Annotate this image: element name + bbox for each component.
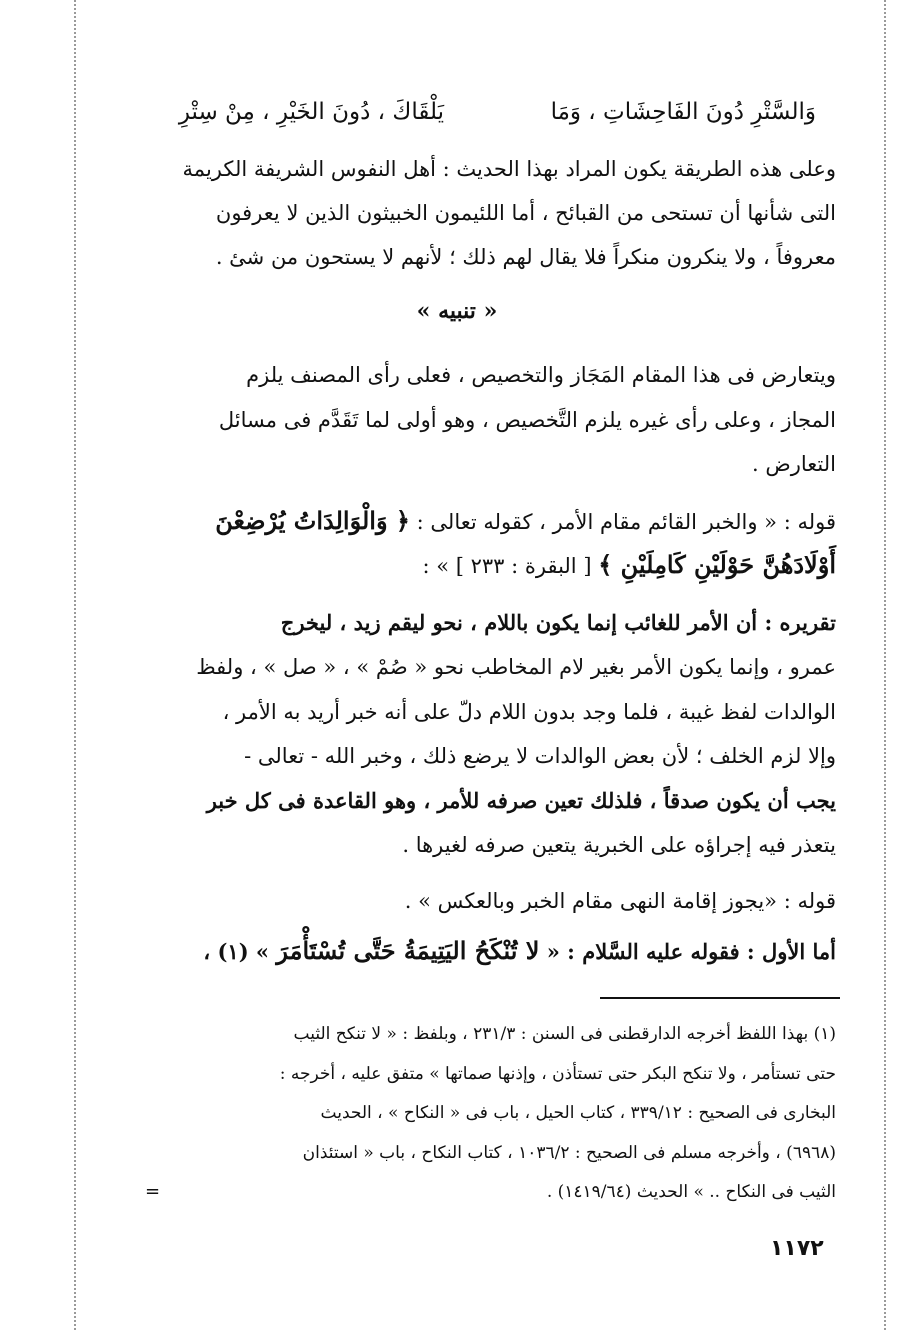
paragraph-4-line-5: يجب أن يكون صدقاً ، فلذلك تعين صرفه للأمر ، وهو القاعدة فى كل خبر — [206, 788, 836, 813]
footnote-separator — [600, 997, 840, 999]
page-number: ١١٧٢ — [770, 1236, 824, 1261]
paragraph-2-line-1: ويتعارض فى هذا المقام المَجَاز والتخصيص ، فعلى رأى المصنف يلزم — [246, 363, 836, 387]
paragraph-4-line-1: تقريره : أن الأمر للغائب إنما يكون باللام ، نحو ليقم زيد ، ليخرج — [280, 610, 836, 635]
paragraph-5: قوله : «يجوز إقامة النهى مقام الخبر وبالعكس » . — [404, 889, 836, 913]
footnote-line-4: (٦٩٦٨) ، وأخرجه مسلم فى الصحيح : ١٠٣٦/٢ ، كتاب النكاح ، باب « استئذان — [302, 1143, 836, 1163]
paragraph-3-line-1 — [124, 506, 836, 537]
paragraph-2-line-2: المجاز ، وعلى رأى غيره يلزم التَّخصيص ، وهو أولى لما تَقَدَّم فى مسائل — [218, 408, 836, 432]
paragraph-3-line-2 — [124, 550, 836, 581]
verse-reference: [ البقرة : ٢٣٣ ] » : — [422, 554, 592, 578]
right-margin-dotted-line — [884, 0, 886, 1330]
paragraph-1-line-3: معروفاً ، ولا ينكرون منكراً فلا يقال لهم ذلك ؛ لأنهم لا يستحون من شئ . — [215, 245, 836, 269]
quran-verse-part-2: أَوْلَادَهُنَّ حَوْلَيْنِ كَامِلَيْنِ ﴾ — [598, 550, 836, 579]
paragraph-4-line-4: وإلا لزم الخلف ؛ لأن بعض الوالدات لا يرضع ذلك ، وخبر الله - تعالى - — [244, 744, 836, 768]
paragraph-1-line-1: وعلى هذه الطريقة يكون المراد بهذا الحديث : أهل النفوس الشريفة الكريمة — [182, 157, 836, 181]
footnote-line-5: الثيب فى النكاح .. » الحديث (١٤١٩/٦٤) . — [546, 1182, 836, 1202]
quran-verse-part-1: ﴿ وَالْوَالِدَاتُ يُرْضِعْنَ — [215, 506, 410, 535]
paragraph-2-line-3: التعارض . — [752, 452, 836, 476]
footnote-continuation-mark: = — [145, 1181, 161, 1202]
poem-hemistich-right: وَالسَّتْرِ دُونَ الفَاحِشَاتِ ، وَمَا — [550, 99, 816, 125]
footnote-line-1: (١) بهذا اللفظ أخرجه الدارقطنى فى السنن : ٢٣١/٣ ، وبلفظ : « لا تنكح الثيب — [293, 1024, 836, 1044]
hadith-intro: أما الأول : فقوله عليه السَّلام : « — [546, 939, 836, 964]
section-heading: « تنبيه » — [416, 298, 498, 324]
left-margin-dotted-line — [74, 0, 76, 1330]
footnote-line-3: البخارى فى الصحيح : ٣٣٩/١٢ ، كتاب الحيل ، باب فى « النكاح » ، الحديث — [320, 1103, 836, 1123]
footnote-line-2: حتى تستأمر ، ولا تنكح البكر حتى تستأذن ، وإذنها صماتها » متفق عليه ، أخرجه : — [279, 1064, 836, 1084]
hadith-text: لا تُنْكَحُ اليَتِيمَةُ حَتَّى تُسْتَأْمَرَ — [276, 936, 540, 965]
paragraph-4-line-2: عمرو ، وإنما يكون الأمر بغير لام المخاطب نحو « صُمْ » ، « صل » ، ولفظ — [196, 655, 836, 679]
paragraph-4-line-3: الوالدات لفظ غيبة ، فلما وجد بدون اللام دلّ على أنه خبر أريد به الأمر ، — [222, 700, 836, 724]
quote-intro: قوله : « والخبر القائم مقام الأمر ، كقوله تعالى : — [416, 510, 836, 534]
hadith-footnote-ref: » (١) ، — [203, 939, 270, 964]
poem-hemistich-left: يَلْقَاكَ ، دُونَ الخَيْرِ ، مِنْ سِتْرِ — [178, 99, 444, 125]
paragraph-1-line-2: التى شأنها أن تستحى من القبائح ، أما اللئيمون الخبيثون الذين لا يعرفون — [215, 201, 836, 225]
paragraph-4-line-6: يتعذر فيه إجراؤه على الخبرية يتعين صرفه لغيرها . — [402, 833, 836, 857]
paragraph-6 — [124, 936, 836, 967]
